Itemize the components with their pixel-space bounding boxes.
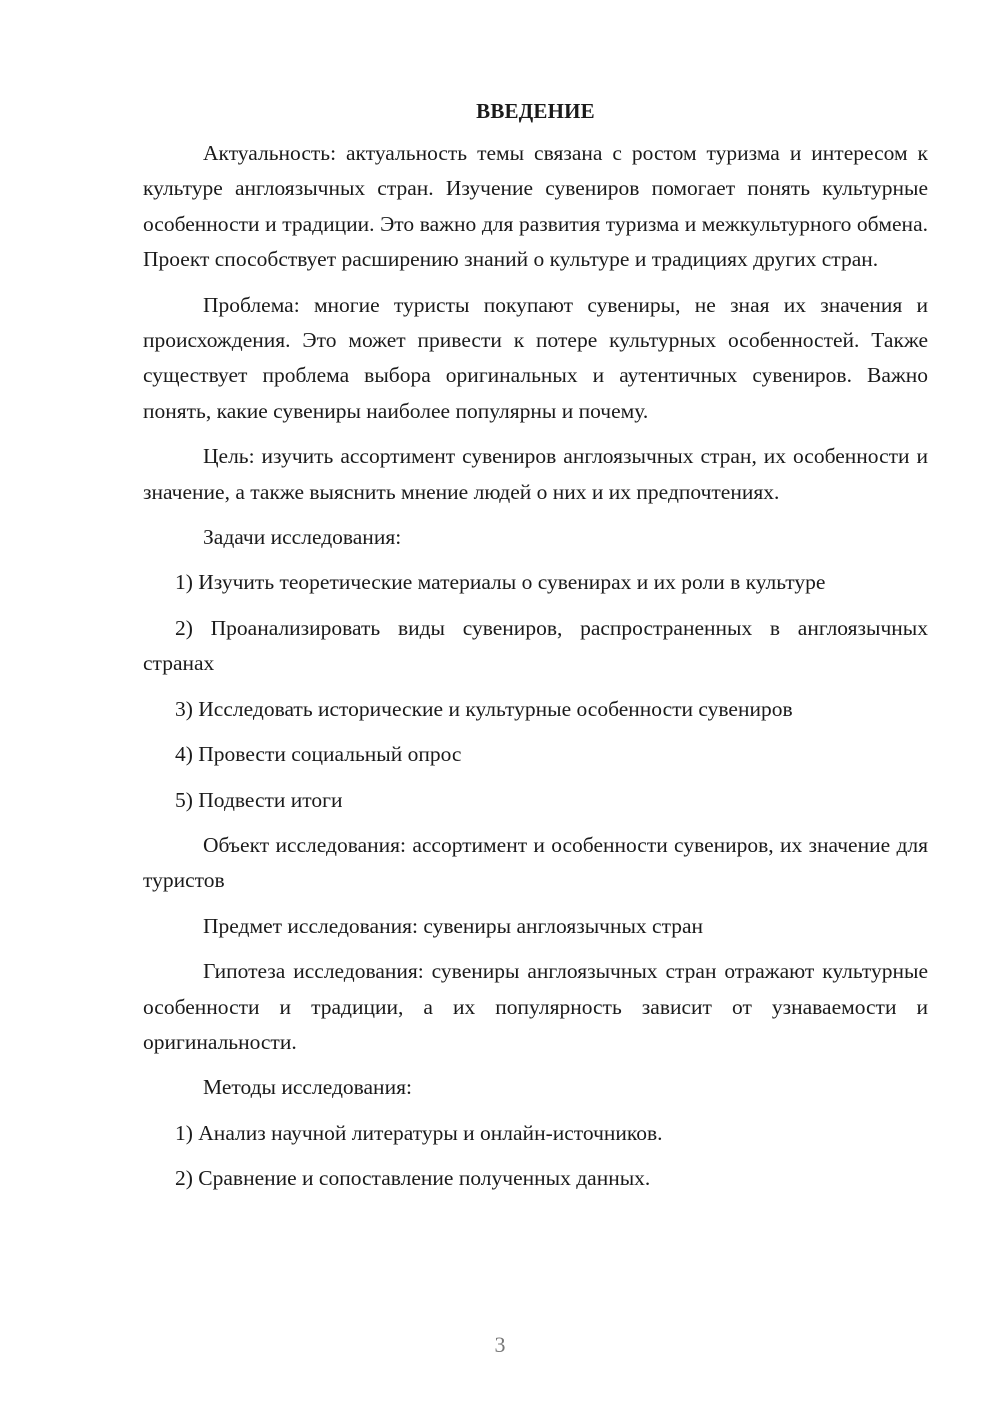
task-item-3: 3) Исследовать исторические и культурные особенности сувениров bbox=[175, 696, 793, 721]
document-page bbox=[143, 96, 928, 1207]
task-item-2: 2) Проанализировать виды сувениров, распространенных в англоязычных странах bbox=[143, 615, 928, 676]
paragraph-tasks-heading: Задачи исследования: bbox=[203, 525, 402, 550]
paragraph-problem: Проблема: многие туристы покупают сувениры, не зная их значения и происхождения. Это может привести к потере культурных особенностей. Также существует проблема выбора оригинальных и аутентичных сувениров. Важно понять, какие сувениры наиболее популярны и почему. bbox=[143, 292, 928, 423]
task-item-4: 4) Провести социальный опрос bbox=[175, 742, 462, 767]
paragraph-goal: Цель: изучить ассортимент сувениров англоязычных стран, их особенности и значение, а также выяснить мнение людей о них и их предпочтениях. bbox=[143, 444, 928, 504]
paragraph-subject: Предмет исследования: сувениры англоязычных стран bbox=[203, 913, 704, 938]
method-item-1: 1) Анализ научной литературы и онлайн-источников. bbox=[175, 1120, 663, 1145]
task-item-5: 5) Подвести итоги bbox=[175, 787, 343, 812]
section-title: ВВЕДЕНИЕ bbox=[476, 99, 595, 123]
page-number: 3 bbox=[494, 1332, 506, 1357]
paragraph-methods-heading: Методы исследования: bbox=[203, 1075, 412, 1100]
paragraph-hypothesis: Гипотеза исследования: сувениры англоязычных стран отражают культурные особенности и традиции, а их популярность зависит от узнаваемости и оригинальности. bbox=[143, 959, 928, 1054]
task-item-1: 1) Изучить теоретические материалы о сувенирах и их роли в культуре bbox=[175, 570, 826, 595]
method-item-2: 2) Сравнение и сопоставление полученных данных. bbox=[175, 1166, 651, 1191]
paragraph-relevance: Актуальность: актуальность темы связана с ростом туризма и интересом к культуре англоязычных стран. Изучение сувениров помогает понять культурные особенности и традиции. Это важно для развития туризма и межкультурного обмена. Проект способствует расширению знаний о культуре и традициях других стран. bbox=[143, 141, 928, 272]
paragraph-object: Объект исследования: ассортимент и особенности сувениров, их значение для туристов bbox=[143, 832, 928, 893]
